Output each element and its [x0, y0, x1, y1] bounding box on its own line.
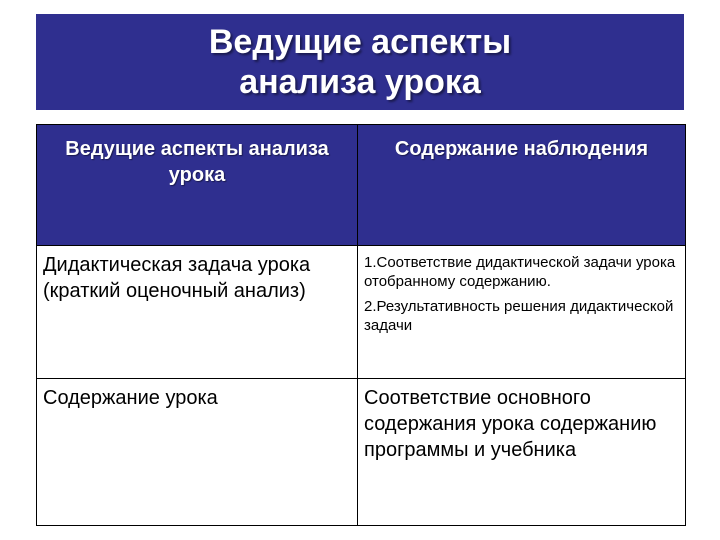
- header-label-aspects: Ведущие аспекты анализа урока: [65, 138, 329, 186]
- table-cell-aspect: [37, 246, 358, 379]
- table-cell-observation: [358, 246, 686, 379]
- observation-text: Соответствие основного содержания урока содержанию программы и учебника: [364, 387, 657, 461]
- aspect-lesson-content: Содержание урока: [43, 387, 218, 409]
- aspect-didactic-task: Дидактическая задача урока (краткий оценочный анализ): [43, 254, 311, 302]
- table-cell-observation: [358, 379, 686, 526]
- slide-title: Ведущие аспекты анализа урока: [208, 23, 512, 101]
- header-cell-aspects: [37, 125, 358, 246]
- header-cell-observation: [358, 125, 686, 246]
- observation-item: 2.Результативность решения дидактической задачи: [364, 298, 674, 334]
- observation-list: [358, 246, 685, 335]
- table-row: [37, 246, 686, 379]
- observation-item: 1.Соответствие дидактической задачи урока отобранному содержанию.: [364, 254, 676, 290]
- header-label-observation: Содержание наблюдения: [394, 138, 649, 160]
- table-cell-aspect: [37, 379, 358, 526]
- title-banner: [36, 14, 684, 110]
- table-header-row: [37, 125, 686, 246]
- aspects-table: [36, 124, 686, 526]
- table-row: [37, 379, 686, 526]
